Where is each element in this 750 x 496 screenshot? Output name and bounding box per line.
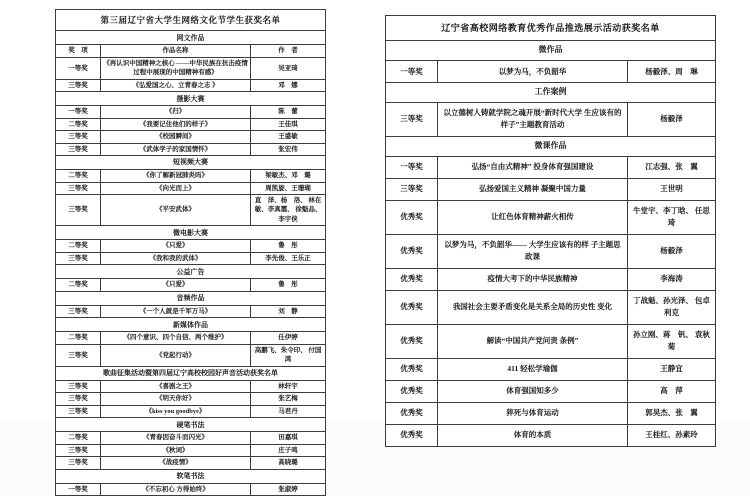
work-title-cell: 疫情大考下的中华民族精神 (438, 268, 628, 290)
award-row (56, 194, 326, 225)
work-title-cell: 《战疫情》 (101, 457, 251, 469)
award-rank-cell: 二等奖 (56, 118, 101, 130)
award-rank-cell: 一等奖 (386, 61, 438, 83)
author-cell: 张宏伟 (251, 143, 326, 155)
work-title-cell: 《我和我的武体》 (101, 252, 251, 264)
award-rank-cell: 优秀奖 (386, 402, 438, 424)
award-row (56, 444, 326, 456)
column-header: 作品名称 (101, 45, 251, 57)
award-row (56, 106, 326, 118)
author-cell: 直 泽、杨 洛、 林在敏、李真霞、 徐魁品、李宇侠 (251, 194, 326, 225)
work-title-cell: 《校园瞬间》 (101, 131, 251, 143)
author-cell: 牛堂宇、李丁晗、 任思琦 (628, 200, 716, 234)
section-row (386, 41, 716, 61)
author-cell: 王桂红、孙素玲 (628, 424, 716, 446)
award-rank-cell: 优秀奖 (386, 358, 438, 380)
work-title-cell: 《喜剧之王》 (101, 380, 251, 392)
author-cell: 杨毅泽、周 琳 (628, 61, 716, 83)
work-title-cell: 《归》 (101, 106, 251, 118)
section-title: 微电影大赛 (56, 226, 326, 240)
award-rank-cell: 二等奖 (56, 240, 101, 252)
section-row (56, 366, 326, 380)
award-row (386, 358, 716, 380)
right-award-table (385, 15, 716, 447)
work-title-cell: 411 轻松学瑜伽 (438, 358, 628, 380)
award-row (386, 424, 716, 446)
award-row (56, 344, 326, 366)
author-cell: 江志强、张 翼 (628, 156, 716, 178)
award-rank-cell: 三等奖 (56, 194, 101, 225)
work-title-cell: 以梦为马，不负韶华—— 大学生应该有的样 子主题思政课 (438, 234, 628, 268)
section-row (386, 83, 716, 103)
author-cell: 林轩宇 (251, 380, 326, 392)
section-row (56, 31, 326, 45)
award-row (56, 457, 326, 469)
section-title: 歌曲征集活动暨第四届辽宁高校校园好声音活动获奖名单 (56, 366, 326, 380)
award-rank-cell: 三等奖 (56, 131, 101, 143)
section-row (56, 226, 326, 240)
work-title-cell: 解读“中国共产党问责 条例” (438, 324, 628, 358)
section-row (56, 469, 326, 483)
table-title: 第三届辽宁省大学生网络文化节学生获奖名单 (56, 10, 326, 31)
section-title: 公益广告 (56, 265, 326, 279)
work-title-cell: 《我要记住他们的样子》 (101, 118, 251, 130)
work-title-cell: 体育强国知多少 (438, 380, 628, 402)
author-cell: 陈 蕾 (251, 106, 326, 118)
award-row (56, 170, 326, 182)
author-cell: 张淑婷 (251, 483, 326, 495)
award-row (386, 178, 716, 200)
work-title-cell: 我国社会主要矛盾变化是关系全局的历史性 变化 (438, 290, 628, 324)
section-row (56, 418, 326, 432)
award-row (386, 200, 716, 234)
award-rank-cell: 一等奖 (56, 57, 101, 79)
work-title-cell: 《青春因奋斗而闪光》 (101, 432, 251, 444)
award-rank-cell: 三等奖 (386, 102, 438, 136)
award-row (386, 156, 716, 178)
section-title: 短视频大赛 (56, 155, 326, 169)
work-title-cell: 猝死与体育运动 (438, 402, 628, 424)
award-rank-cell: 一等奖 (56, 483, 101, 495)
award-rank-cell: 三等奖 (56, 344, 101, 366)
author-cell: 田嘉琪 (251, 432, 326, 444)
award-rank-cell: 三等奖 (56, 393, 101, 405)
work-title-cell: 《你了解新冠肺炎吗》 (101, 170, 251, 182)
left-award-table (55, 9, 326, 496)
work-title-cell: 《只爱》 (101, 240, 251, 252)
award-rank-cell: 优秀奖 (386, 200, 438, 234)
section-title: 软笔书法 (56, 469, 326, 483)
award-rank-cell: 一等奖 (386, 156, 438, 178)
author-cell: 丁战魁、孙光泽、 包卓利克 (628, 290, 716, 324)
award-row (386, 234, 716, 268)
award-rank-cell: 三等奖 (56, 182, 101, 194)
section-title: 微课作品 (386, 136, 716, 156)
section-row (56, 318, 326, 332)
award-rank-cell: 优秀奖 (386, 268, 438, 290)
author-cell: 邓 娜 (251, 79, 326, 91)
work-title-cell: 《明天你好》 (101, 393, 251, 405)
work-title-cell: 《四个意识、四个自信、两个维护》 (101, 332, 251, 344)
award-row (386, 402, 716, 424)
award-row (56, 182, 326, 194)
author-cell: 梁敏杰、邓 璐 (251, 170, 326, 182)
work-title-cell: 《kiss you goodbye》 (101, 405, 251, 417)
work-title-cell: 《党起行动》 (101, 344, 251, 366)
award-row (386, 61, 716, 83)
work-title-cell: 弘扬爱国主义精神 凝聚中国力量 (438, 178, 628, 200)
award-row (56, 305, 326, 317)
award-row (386, 380, 716, 402)
section-title: 摄影大赛 (56, 92, 326, 106)
author-cell: 郭昊杰、张 翼 (628, 402, 716, 424)
award-rank-cell: 二等奖 (56, 432, 101, 444)
award-rank-cell: 优秀奖 (386, 380, 438, 402)
award-row (56, 79, 326, 91)
work-title-cell: 让红色体育精神薪火相传 (438, 200, 628, 234)
author-cell: 王静宜 (628, 358, 716, 380)
award-rank-cell: 二等奖 (56, 279, 101, 291)
work-title-cell: 体育的本质 (438, 424, 628, 446)
award-row (56, 405, 326, 417)
award-row (56, 143, 326, 155)
award-row (386, 324, 716, 358)
work-title-cell: 《一个人就是千军万马》 (101, 305, 251, 317)
column-header: 作 者 (251, 45, 326, 57)
section-row (56, 265, 326, 279)
award-row (386, 290, 716, 324)
author-cell: 高 萍 (628, 380, 716, 402)
section-row (386, 136, 716, 156)
author-cell: 王世明 (628, 178, 716, 200)
author-cell: 周凯旋、王珊瑚 (251, 182, 326, 194)
author-cell: 张艺梅 (251, 393, 326, 405)
title-row (56, 10, 326, 31)
section-row (56, 291, 326, 305)
award-row (56, 432, 326, 444)
work-title-cell: 《平安武体》 (101, 194, 251, 225)
author-cell: 李先俊、王乐正 (251, 252, 326, 264)
author-cell: 任伊婷 (251, 332, 326, 344)
author-cell: 杨毅泽 (628, 102, 716, 136)
section-row (56, 155, 326, 169)
award-rank-cell: 三等奖 (56, 405, 101, 417)
section-title: 工作案例 (386, 83, 716, 103)
section-title: 网文作品 (56, 31, 326, 45)
work-title-cell: 《不忘初心 方得始终》 (101, 483, 251, 495)
column-header-row (56, 45, 326, 57)
author-cell: 孙立刚、蒋 钒、 袁秋菊 (628, 324, 716, 358)
author-cell: 鲁 彤 (251, 279, 326, 291)
section-title: 新媒体作品 (56, 318, 326, 332)
work-title-cell: 《秋词》 (101, 444, 251, 456)
table-title: 辽宁省高校网络教育优秀作品推选展示活动获奖名单 (386, 16, 716, 41)
author-cell: 高晓璐 (251, 457, 326, 469)
work-title-cell: 《武体学子的家国情怀》 (101, 143, 251, 155)
award-row (56, 131, 326, 143)
award-rank-cell: 三等奖 (386, 178, 438, 200)
author-cell: 李海涛 (628, 268, 716, 290)
award-row (56, 57, 326, 79)
award-rank-cell: 三等奖 (56, 457, 101, 469)
award-rank-cell: 三等奖 (56, 380, 101, 392)
work-title-cell: 弘扬“自由式精神” 投身体育强国建设 (438, 156, 628, 178)
author-cell: 王佳琪 (251, 118, 326, 130)
work-title-cell: 以梦为马，不负韶华 (438, 61, 628, 83)
award-row (56, 279, 326, 291)
author-cell: 杨毅泽 (628, 234, 716, 268)
author-cell: 高鹏飞、朱令印、 付国鸿 (251, 344, 326, 366)
award-rank-cell: 优秀奖 (386, 234, 438, 268)
award-row (56, 332, 326, 344)
column-header: 奖 项 (56, 45, 101, 57)
award-rank-cell: 二等奖 (56, 332, 101, 344)
award-row (386, 268, 716, 290)
section-title: 硬笔书法 (56, 418, 326, 432)
work-title-cell: 《弘爱国之心、立青春之志 》 (101, 79, 251, 91)
award-row (56, 393, 326, 405)
author-cell: 刘 静 (251, 305, 326, 317)
award-rank-cell: 一等奖 (56, 106, 101, 118)
work-title-cell: 《再认识中国精神之核心 ——中华民族在抗击疫情 过程中展现的中国精神有感》 (101, 57, 251, 79)
award-rank-cell: 三等奖 (56, 444, 101, 456)
award-rank-cell: 三等奖 (56, 252, 101, 264)
work-title-cell: 以立德树人铸就学院之魂开展“新时代大学 生应该有的样子”主题教育活动 (438, 102, 628, 136)
award-rank-cell: 三等奖 (56, 79, 101, 91)
work-title-cell: 《只爱》 (101, 279, 251, 291)
section-title: 微作品 (386, 41, 716, 61)
award-row (56, 483, 326, 495)
author-cell: 王盛敏 (251, 131, 326, 143)
author-cell: 马君丹 (251, 405, 326, 417)
award-rank-cell: 优秀奖 (386, 424, 438, 446)
section-row (56, 92, 326, 106)
award-rank-cell: 二等奖 (56, 170, 101, 182)
author-cell: 吴亚琦 (251, 57, 326, 79)
award-rank-cell: 优秀奖 (386, 324, 438, 358)
section-title: 音频作品 (56, 291, 326, 305)
award-rank-cell: 优秀奖 (386, 290, 438, 324)
author-cell: 庄子鸣 (251, 444, 326, 456)
award-row (56, 252, 326, 264)
award-row (56, 240, 326, 252)
award-rank-cell: 三等奖 (56, 305, 101, 317)
award-row (386, 102, 716, 136)
award-rank-cell: 三等奖 (56, 143, 101, 155)
award-row (56, 380, 326, 392)
award-row (56, 118, 326, 130)
author-cell: 鲁 彤 (251, 240, 326, 252)
work-title-cell: 《向光而上》 (101, 182, 251, 194)
title-row (386, 16, 716, 41)
